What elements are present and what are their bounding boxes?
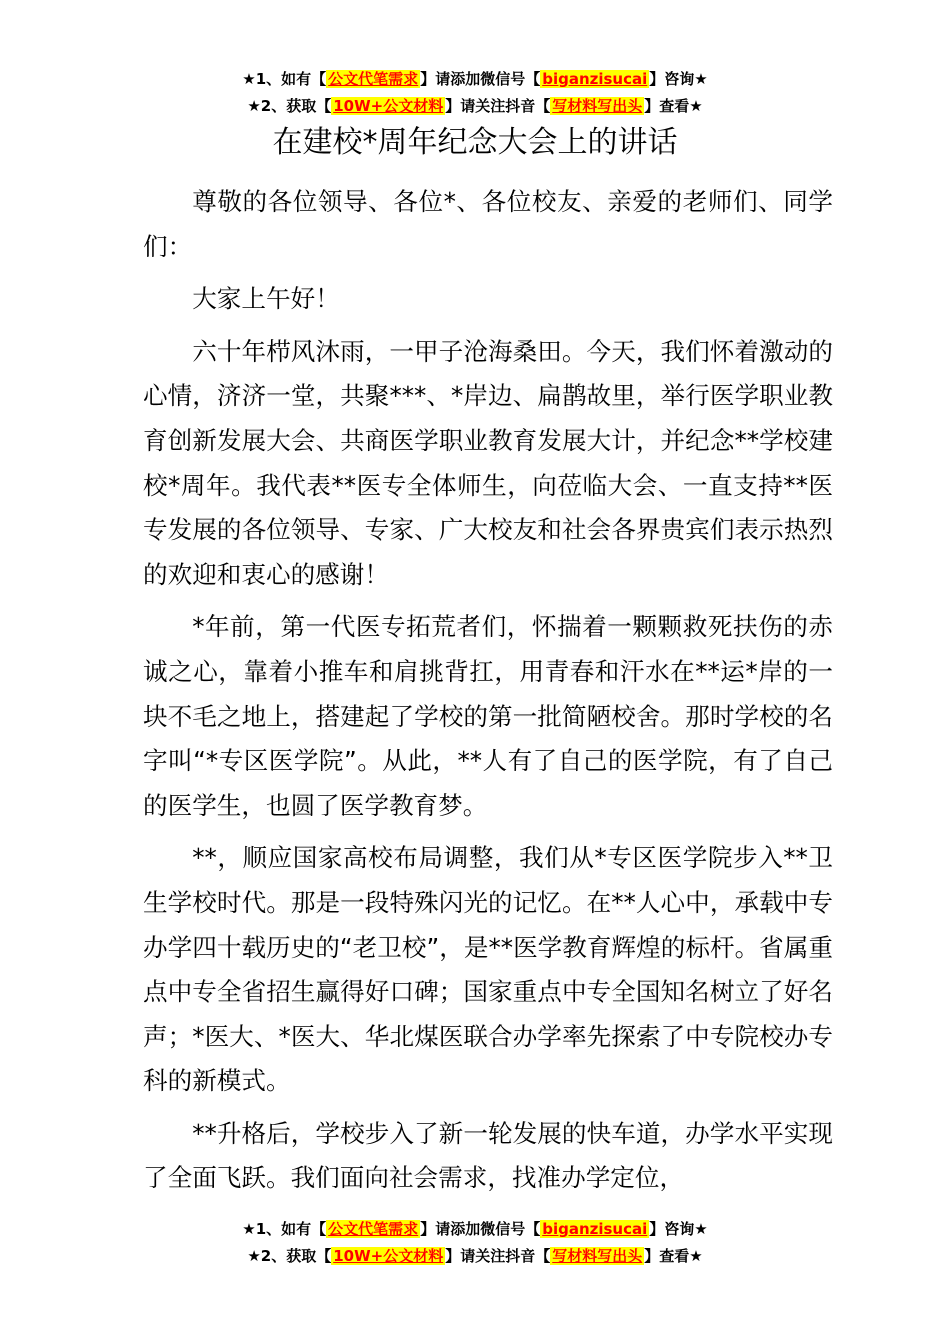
banner-highlight-wechat-id: biganzisucai: [542, 70, 648, 88]
bottom-banner: [0, 1216, 950, 1270]
banner-highlight-materials: 10W+公文材料: [333, 97, 444, 115]
banner-highlight-douyin: 写材料写出头: [552, 1247, 643, 1265]
banner-text: ★1、如有【: [242, 1220, 327, 1238]
paragraph: 六十年栉风沐雨，一甲子沧海桑田。今天，我们怀着激动的心情，济济一堂，共聚***、*岸边、扁鹊故里，举行医学职业教育创新发展大会、共商医学职业教育发展大计，并纪念**学校建校*周年。我代表**医专全体师生，向莅临大会、一直支持**医专发展的各位领导、专家、广大校友和社会各界贵宾们表示热烈的欢迎和衷心的感谢！: [143, 336, 833, 589]
banner-text: ★1、如有【: [242, 70, 327, 88]
banner-text: 】请添加微信号【: [420, 1220, 541, 1238]
banner-text: 】查看★: [644, 97, 703, 115]
paragraph: 大家上午好！: [192, 284, 340, 314]
top-banner: [0, 66, 950, 120]
paragraph: **升格后，学校步入了新一轮发展的快车道，办学水平实现了全面飞跃。我们面向社会需求，找准办学定位，: [143, 1118, 833, 1193]
paragraph: 尊敬的各位领导、各位*、各位校友、亲爱的老师们、同学们：: [143, 187, 833, 261]
banner-highlight-wechat-id: biganzisucai: [542, 1220, 648, 1238]
page-title: 在建校*周年纪念大会上的讲话: [272, 125, 678, 160]
banner-highlight-service: 公文代笔需求: [328, 1220, 419, 1238]
banner-line-1: [0, 66, 950, 93]
banner-text: 】请关注抖音【: [445, 1247, 551, 1265]
banner-text: 】咨询★: [649, 1220, 708, 1238]
paragraph: **，顺应国家高校布局调整，我们从*专区医学院步入**卫生学校时代。那是一段特殊闪光的记忆。在**人心中，承载中专办学四十载历史的“老卫校”，是**医学教育辉煌的标杆。省属重点中专全省招生赢得好口碑；国家重点中专全国知名树立了好名声；*医大、*医大、华北煤医联合办学率先探索了中专院校办专科的新模式。: [143, 843, 833, 1096]
banner-text: 】查看★: [644, 1247, 703, 1265]
banner-text: 】咨询★: [649, 70, 708, 88]
banner-text: ★2、获取【: [247, 97, 332, 115]
banner-highlight-service: 公文代笔需求: [328, 70, 419, 88]
speech-body: [143, 180, 833, 1209]
banner-line-1: [0, 1216, 950, 1243]
banner-highlight-douyin: 写材料写出头: [552, 97, 643, 115]
paragraph: *年前，第一代医专拓荒者们，怀揣着一颗颗救死扶伤的赤诚之心，靠着小推车和肩挑背扛，用青春和汗水在**运*岸的一块不毛之地上，搭建起了学校的第一批简陋校舍。那时学校的名字叫“*专区医学院”。从此，**人有了自己的医学院，有了自己的医学生，也圆了医学教育梦。: [143, 612, 833, 820]
banner-line-2: [0, 1243, 950, 1270]
banner-text: 】请关注抖音【: [445, 97, 551, 115]
banner-highlight-materials: 10W+公文材料: [333, 1247, 444, 1265]
banner-line-2: [0, 93, 950, 120]
banner-text: ★2、获取【: [247, 1247, 332, 1265]
banner-text: 】请添加微信号【: [420, 70, 541, 88]
